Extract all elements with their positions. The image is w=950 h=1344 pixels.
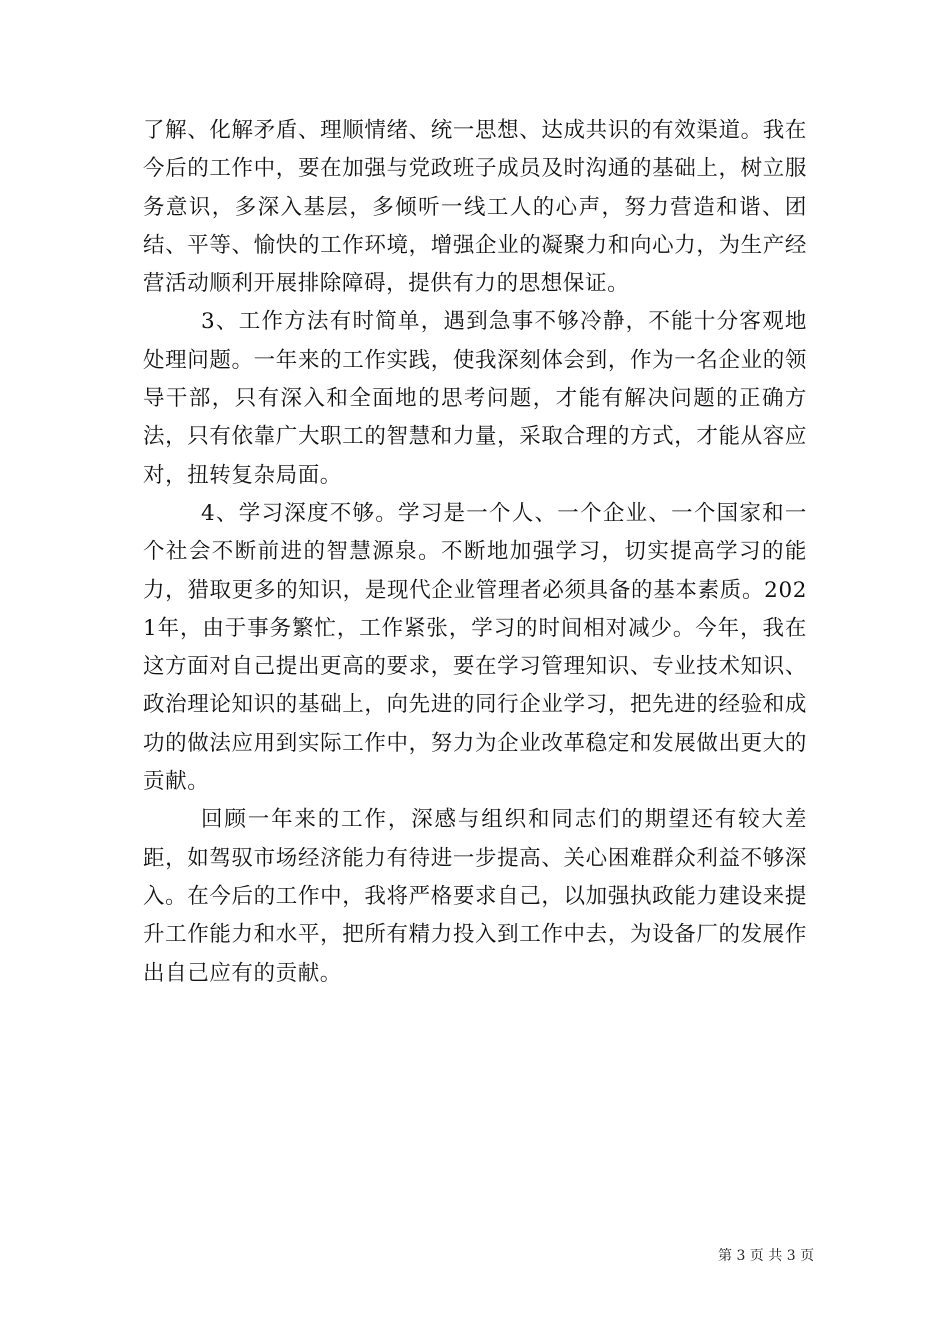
page-number-footer: 第 3 页 共 3 页 [718, 1248, 815, 1264]
paragraph-continuation: 了解、化解矛盾、理顺情绪、统一思想、达成共识的有效渠道。我在今后的工作中，要在加强与党政班子成员及时沟通的基础上，树立服务意识，多深入基层，多倾听一线工人的心声，努力营造和谐、团结、平等、愉快的工作环境，增强企业的凝聚力和向心力，为生产经营活动顺利开展排除障碍，提供有力的思想保证。 [143, 118, 807, 297]
paragraph-conclusion: 回顾一年来的工作，深感与组织和同志们的期望还有较大差距，如驾驭市场经济能力有待进一步提高、关心困难群众利益不够深入。在今后的工作中，我将严格要求自己，以加强执政能力建设来提升工作能力和水平，把所有精力投入到工作中去，为设备厂的发展作出自己应有的贡献。 [143, 807, 807, 986]
document-body [143, 112, 807, 993]
paragraph-item-4: 4、学习深度不够。学习是一个人、一个企业、一个国家和一个社会不断前进的智慧源泉。不断地加强学习，切实提高学习的能力，猎取更多的知识，是现代企业管理者必须具备的基本素质。2021年，由于事务繁忙，工作紧张，学习的时间相对减少。今年，我在这方面对自己提出更高的要求，要在学习管理知识、专业技术知识、政治理论知识的基础上，向先进的同行企业学习，把先进的经验和成功的做法应用到实际工作中，努力为企业改革稳定和发展做出更大的贡献。 [143, 500, 807, 795]
paragraph-item-3: 3、工作方法有时简单，遇到急事不够冷静，不能十分客观地处理问题。一年来的工作实践，使我深刻体会到，作为一名企业的领导干部，只有深入和全面地的思考问题，才能有解决问题的正确方法，只有依靠广大职工的智慧和力量，采取合理的方式，才能从容应对，扭转复杂局面。 [143, 309, 807, 488]
